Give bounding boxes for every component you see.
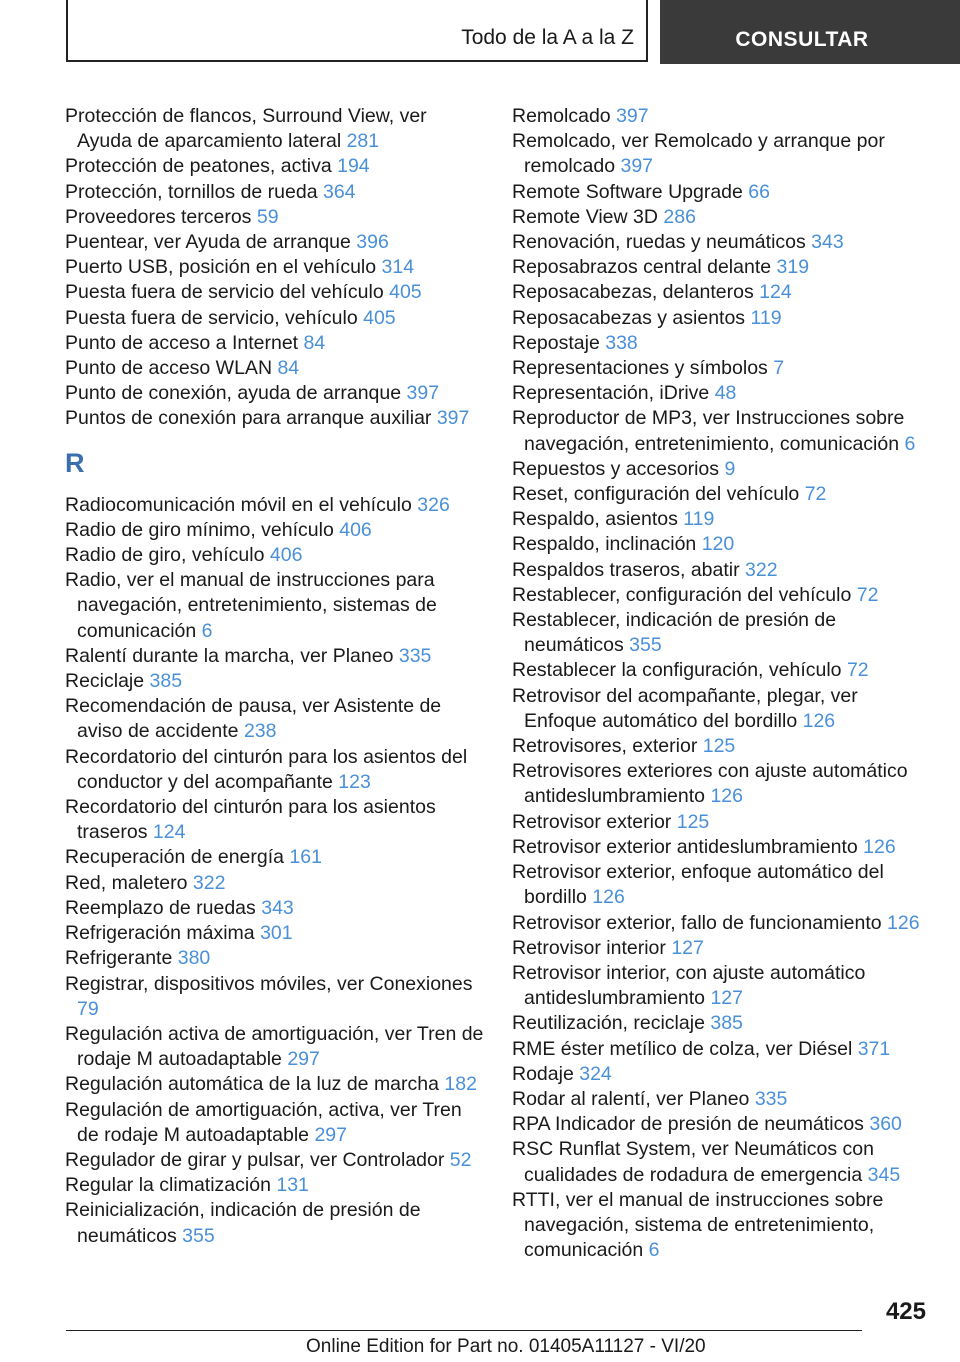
page-reference-link[interactable]: 406: [269, 544, 303, 567]
index-entry: [512, 658, 932, 683]
index-entry-text: Radio de giro mínimo, vehículo: [65, 518, 334, 541]
index-entry: [65, 871, 485, 896]
index-entry: [512, 381, 932, 406]
index-entry: [512, 482, 932, 507]
index-entry: [512, 1011, 932, 1036]
index-entry: [512, 356, 932, 381]
index-entry-text: Refrigeración máxima: [65, 922, 255, 945]
index-entry: [65, 518, 485, 543]
index-entry: [512, 280, 932, 305]
page-reference-link[interactable]: 335: [754, 1087, 788, 1110]
index-entry-text: Retrovisor interior: [512, 936, 666, 959]
index-entry: [512, 608, 932, 658]
index-entry-text: Representación, iDrive: [512, 382, 710, 405]
index-entry-text: Respaldo, asientos: [512, 508, 678, 531]
page-reference-link[interactable]: 281: [346, 130, 380, 153]
page-reference-link[interactable]: 9: [724, 457, 736, 480]
index-entry: [65, 230, 485, 255]
index-entry-text: Renovación, ruedas y neumáticos: [512, 231, 806, 254]
index-entry: [65, 568, 485, 644]
index-entry: [65, 795, 485, 845]
page-reference-link[interactable]: 125: [676, 810, 710, 833]
page-reference-link[interactable]: 48: [714, 382, 737, 405]
index-entry: [512, 532, 932, 557]
page-reference-link[interactable]: 397: [616, 105, 649, 127]
index-entry-text: Recuperación de energía: [65, 846, 284, 869]
index-entry-text: Protección de flancos, Surround View, ver Ayuda de aparcamiento lateral: [65, 105, 427, 153]
index-entry-text: Representaciones y símbolos: [512, 357, 768, 380]
index-entry-text: Remote Software Upgrade: [512, 180, 743, 203]
index-entry: [512, 255, 932, 280]
index-entry: [65, 543, 485, 568]
index-entry: [65, 845, 485, 870]
index-entry-text: Puesta fuera de servicio del vehículo: [65, 281, 384, 304]
index-entry: [512, 331, 932, 356]
index-entry: [512, 961, 932, 1011]
index-entry: [512, 507, 932, 532]
index-entry: [512, 1037, 932, 1062]
index-entry: [65, 180, 485, 205]
index-entry: [512, 230, 932, 255]
page-reference-link[interactable]: 297: [314, 1123, 347, 1146]
index-entry: [65, 356, 485, 381]
index-entry: [512, 1087, 932, 1112]
index-entry-text: Reproductor de MP3, ver Instrucciones sobre navegación, entretenimiento, comunicación: [512, 407, 905, 455]
index-entry-text: Registrar, dispositivos móviles, ver Conexiones: [65, 972, 473, 995]
index-entry-text: Recomendación de pausa, ver Asistente de aviso de accidente: [65, 695, 442, 743]
page-reference-link[interactable]: 405: [389, 281, 422, 304]
index-entry: [512, 684, 932, 734]
page-reference-link[interactable]: 322: [745, 558, 778, 581]
page-reference-link[interactable]: 396: [356, 231, 389, 254]
index-entry: [65, 493, 485, 518]
index-entry-text: Retrovisor exterior: [512, 810, 672, 833]
index-entry: [65, 946, 485, 971]
index-entry: [65, 1148, 485, 1173]
page-reference-link[interactable]: 286: [663, 205, 696, 228]
index-entry-text: Puesta fuera de servicio, vehículo: [65, 306, 358, 329]
consultar-tab-label: CONSULTAR: [735, 28, 869, 51]
index-entry-text: Regulación de amortiguación, activa, ver Tren de rodaje M autoadaptable: [65, 1098, 462, 1146]
page-reference-link[interactable]: 322: [192, 871, 226, 894]
page-reference-link[interactable]: 125: [702, 735, 736, 758]
page-reference-link[interactable]: 52: [449, 1148, 472, 1171]
index-entry: [65, 154, 485, 179]
index-entry-text: RME éster metílico de colza, ver Diésel: [512, 1037, 853, 1060]
index-entry-text: Reutilización, reciclaje: [512, 1012, 705, 1035]
page-reference-link[interactable]: 355: [629, 634, 662, 657]
index-entry-text: Red, maletero: [65, 871, 188, 894]
index-entry: [65, 1198, 485, 1248]
index-list-r: [65, 493, 485, 1249]
right-index-column: [512, 104, 932, 1263]
page-reference-link[interactable]: 343: [811, 231, 844, 254]
index-entry-text: Radio de giro, vehículo: [65, 544, 265, 567]
index-entry-text: Radiocomunicación móvil en el vehículo: [65, 493, 412, 516]
index-entry: [512, 104, 932, 129]
index-entry-text: Reemplazo de ruedas: [65, 896, 256, 919]
page-reference-link[interactable]: 6: [648, 1239, 660, 1262]
index-entry: [65, 280, 485, 305]
consultar-tab[interactable]: [660, 0, 960, 64]
page-reference-link[interactable]: 72: [846, 659, 869, 682]
index-entry: [65, 306, 485, 331]
index-entry-text: Punto de acceso a Internet: [65, 331, 299, 354]
index-entry: [65, 1173, 485, 1198]
index-entry: [65, 331, 485, 356]
index-entry: [65, 205, 485, 230]
index-entry: [65, 381, 485, 406]
index-entry: [512, 306, 932, 331]
index-entry: [65, 669, 485, 694]
page-reference-link[interactable]: 84: [303, 331, 326, 354]
index-entry-text: Rodaje: [512, 1062, 574, 1085]
page-reference-link[interactable]: 182: [444, 1073, 477, 1096]
page-reference-link[interactable]: 161: [289, 846, 322, 869]
page-reference-link[interactable]: 380: [177, 947, 211, 970]
page-reference-link[interactable]: 319: [776, 256, 810, 279]
index-entry-text: Retrovisor del acompañante, plegar, ver Enfoque automático del bordillo: [512, 684, 858, 732]
page-reference-link[interactable]: 59: [256, 205, 279, 228]
footer-divider: [66, 1330, 862, 1331]
index-entry-text: Protección de peatones, activa: [65, 155, 332, 178]
index-entry: [65, 406, 485, 431]
page-reference-link[interactable]: 124: [152, 821, 186, 844]
index-entry-text: Remote View 3D: [512, 205, 658, 228]
index-entry: [65, 1072, 485, 1097]
index-entry-text: Regular la climatización: [65, 1174, 271, 1197]
page-reference-link[interactable]: 72: [804, 483, 827, 506]
page-reference-link[interactable]: 6: [904, 432, 916, 455]
index-entry-text: Protección, tornillos de rueda: [65, 180, 318, 203]
index-entry: [65, 896, 485, 921]
index-entry: [512, 457, 932, 482]
page-number: 425: [885, 1298, 926, 1325]
page-reference-link[interactable]: 343: [261, 896, 294, 919]
index-entry-text: Reposacabezas, delanteros: [512, 281, 754, 304]
page-reference-link[interactable]: 326: [417, 493, 450, 516]
edition-footer: Online Edition for Part no. 01405A11127 - VI/20: [306, 1336, 706, 1357]
index-entry-text: RPA Indicador de presión de neumáticos: [512, 1113, 864, 1136]
index-entry-text: Restablecer, indicación de presión de neumáticos: [512, 609, 837, 657]
page-reference-link[interactable]: 194: [337, 155, 370, 178]
page-reference-link[interactable]: 397: [620, 155, 654, 178]
page-reference-link[interactable]: 406: [339, 518, 372, 541]
index-entry-text: Retrovisores exteriores con ajuste automático antideslumbramiento: [512, 760, 908, 808]
index-entry-text: Recordatorio del cinturón para los asientos del conductor y del acompañante: [65, 745, 468, 793]
index-entry: [512, 911, 932, 936]
index-entry: [65, 921, 485, 946]
page-reference-link[interactable]: 314: [381, 256, 415, 279]
page-reference-link[interactable]: 126: [863, 835, 896, 858]
index-entry: [512, 860, 932, 910]
page-header: [0, 0, 960, 66]
page-reference-link[interactable]: 385: [710, 1012, 743, 1035]
page-reference-link[interactable]: 120: [701, 533, 735, 556]
page-reference-link[interactable]: 66: [748, 180, 770, 203]
index-entry-text: Refrigerante: [65, 947, 173, 970]
index-entry-text: Reset, configuración del vehículo: [512, 483, 800, 506]
page-reference-link[interactable]: 338: [605, 331, 638, 354]
page-reference-link[interactable]: 123: [338, 770, 371, 793]
index-entry-text: Retrovisor interior, con ajuste automático antideslumbramiento: [512, 961, 866, 1010]
page-reference-link[interactable]: 405: [363, 306, 396, 329]
page-reference-link[interactable]: 131: [276, 1174, 309, 1197]
index-entry: [65, 694, 485, 744]
index-entry-text: RTTI, ver el manual de instrucciones sobre navegación, sistema de entretenimiento, comunicación: [512, 1188, 884, 1262]
index-entry: [65, 644, 485, 669]
page-reference-link[interactable]: 7: [773, 357, 785, 380]
index-entry-text: Repostaje: [512, 331, 600, 354]
page-reference-link[interactable]: 345: [867, 1163, 901, 1186]
index-list-p: [65, 104, 485, 432]
index-entry: [65, 745, 485, 795]
index-entry-text: Radio, ver el manual de instrucciones para navegación, entretenimiento, sistemas de comunicación: [65, 569, 437, 642]
index-entry-text: Respaldo, inclinación: [512, 533, 697, 556]
index-entry-text: Repuestos y accesorios: [512, 457, 720, 480]
page-reference-link[interactable]: 126: [710, 785, 743, 808]
index-entry-text: Retrovisores, exterior: [512, 735, 698, 758]
index-entry-text: Reinicialización, indicación de presión de neumáticos: [65, 1199, 421, 1247]
page-reference-link[interactable]: 127: [671, 936, 704, 959]
page-reference-link[interactable]: 79: [77, 997, 99, 1020]
index-entry-text: Retrovisor exterior antideslumbramiento: [512, 835, 858, 858]
left-index-column: [65, 104, 485, 1249]
page-reference-link[interactable]: 119: [683, 508, 715, 531]
page-reference-link[interactable]: 126: [592, 886, 625, 909]
page-reference-link[interactable]: 364: [322, 180, 356, 203]
page-reference-link[interactable]: 124: [759, 281, 792, 304]
index-entry: [512, 759, 932, 809]
index-entry: [512, 129, 932, 179]
index-entry: [512, 205, 932, 230]
index-entry-text: Reposacabezas y asientos: [512, 306, 746, 329]
page-reference-link[interactable]: 301: [260, 922, 293, 945]
index-entry: [512, 936, 932, 961]
page-reference-link[interactable]: 6: [201, 619, 213, 642]
index-entry: [65, 1022, 485, 1072]
index-entry-text: Puntos de conexión para arranque auxiliar: [65, 407, 432, 430]
index-entry-text: Regulación automática de la luz de marcha: [65, 1073, 439, 1096]
page-reference-link[interactable]: 126: [802, 709, 836, 732]
page-reference-link[interactable]: 84: [277, 357, 300, 380]
index-entry: [512, 583, 932, 608]
index-entry-text: Restablecer, configuración del vehículo: [512, 583, 852, 606]
section-letter-heading: R: [65, 447, 85, 478]
index-entry-text: Respaldos traseros, abatir: [512, 558, 740, 581]
index-entry-text: RSC Runflat System, ver Neumáticos con cualidades de rodadura de emergencia: [512, 1138, 874, 1186]
index-entry-text: Remolcado, ver Remolcado y arranque por remolcado: [512, 130, 885, 178]
index-entry: [512, 835, 932, 860]
index-entry: [65, 972, 485, 1022]
index-entry: [512, 1137, 932, 1187]
index-entry: [512, 734, 932, 759]
index-entry-text: Reciclaje: [65, 670, 145, 693]
index-entry-text: Ralentí durante la marcha, ver Planeo: [65, 644, 394, 667]
index-entry-text: Retrovisor exterior, enfoque automático del bordillo: [512, 861, 884, 909]
index-entry-text: Proveedores terceros: [65, 205, 252, 228]
index-entry-text: Regulación activa de amortiguación, ver Tren de rodaje M autoadaptable: [65, 1022, 484, 1071]
page-reference-link[interactable]: 72: [856, 583, 879, 606]
page-reference-link[interactable]: 385: [149, 670, 183, 693]
index-entry: [512, 1112, 932, 1137]
index-entry-text: Reposabrazos central delante: [512, 256, 772, 279]
page-reference-link[interactable]: 324: [579, 1062, 612, 1085]
index-entry: [512, 1062, 932, 1087]
index-entry: [512, 810, 932, 835]
page-reference-link[interactable]: 397: [436, 407, 470, 430]
page-reference-link[interactable]: 360: [869, 1113, 902, 1136]
index-entry: [65, 255, 485, 280]
page-reference-link[interactable]: 119: [750, 306, 782, 329]
index-entry: [512, 406, 932, 456]
index-entry: [512, 1188, 932, 1264]
page-reference-link[interactable]: 355: [182, 1224, 215, 1247]
index-entry-text: Retrovisor exterior, fallo de funcionamiento: [512, 911, 882, 934]
page-reference-link[interactable]: 371: [857, 1037, 891, 1060]
index-entry: [512, 558, 932, 583]
index-entry-text: Regulador de girar y pulsar, ver Controlador: [65, 1148, 445, 1171]
index-entry-text: Rodar al ralentí, ver Planeo: [512, 1087, 750, 1110]
index-entry-text: Punto de acceso WLAN: [65, 357, 273, 380]
page-reference-link[interactable]: 297: [287, 1048, 320, 1071]
index-entry-text: Remolcado: [512, 105, 611, 127]
index-entry-text: Recordatorio del cinturón para los asientos traseros: [65, 796, 436, 844]
index-list-r-continued: [512, 104, 932, 1263]
index-entry-text: Punto de conexión, ayuda de arranque: [65, 382, 402, 405]
page-reference-link[interactable]: 238: [243, 720, 277, 743]
index-entry: [512, 180, 932, 205]
section-title: Todo de la A a la Z: [461, 26, 634, 49]
page-reference-link[interactable]: 397: [406, 382, 440, 405]
page-reference-link[interactable]: 127: [710, 987, 743, 1010]
index-entry-text: Puentear, ver Ayuda de arranque: [65, 231, 351, 254]
page-reference-link[interactable]: 335: [398, 644, 432, 667]
page-reference-link[interactable]: 126: [887, 911, 920, 934]
index-entry-text: Puerto USB, posición en el vehículo: [65, 256, 377, 279]
index-entry-text: Restablecer la configuración, vehículo: [512, 659, 842, 682]
index-entry: [65, 1098, 485, 1148]
index-entry: [65, 104, 485, 154]
